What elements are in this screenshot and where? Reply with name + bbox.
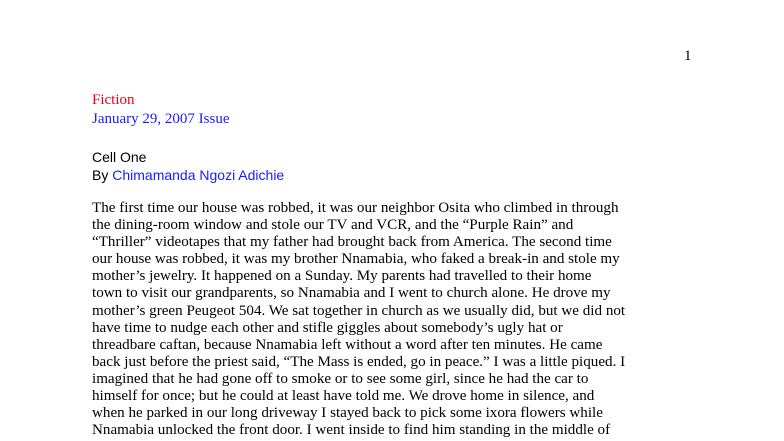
body-line: the dining-room window and stole our TV and VCR, and the “Purple Rain” and (92, 217, 574, 234)
body-line: The first time our house was robbed, it was our neighbor Osita who climbed in through (92, 200, 619, 216)
body-line: Nnamabia unlocked the front door. I went inside to find him standing in the middle of (92, 422, 611, 439)
body-line: back just before the priest said, “The Mass is ended, go in peace.” I was a little piqued. I (92, 353, 626, 370)
body-line: himself for once; but he could at least have told me. We drove home in silence, and (92, 388, 595, 405)
story-body (92, 200, 702, 439)
body-line: our house was robbed, it was my brother Nnamabia, who faked a break-in and stole my (92, 251, 620, 268)
issue-date: January 29, 2007 Issue (92, 111, 230, 127)
body-line: imagined that he had gone off to smoke or to see some girl, since he had the car to (92, 370, 589, 387)
body-line: threadbare caftan, because Nnamabia left without a word after ten minutes. He came (92, 336, 603, 353)
body-line: town to visit our grandparents, so Nnamabia and I went to church alone. He drove my (92, 285, 611, 302)
story-title: Cell One (92, 149, 147, 165)
body-line: “Thriller” videotapes that my father had brought back from America. The second time (92, 234, 612, 251)
body-line: mother’s green Peugeot 504. We sat together in church as we usually did, but we did not (92, 302, 626, 319)
body-line: have time to nudge each other and stifle giggles about somebody’s ugly hat or (92, 319, 563, 336)
section-label: Fiction (92, 92, 135, 108)
page-number: 1 (684, 48, 692, 64)
body-line: mother’s jewelry. It happened on a Sunday. My parents had travelled to their home (92, 268, 592, 285)
author-name: Chimamanda Ngozi Adichie (112, 167, 285, 183)
body-line: when he parked in our long driveway I stayed back to pick some ixora flowers while (92, 405, 603, 422)
byline-prefix: By (92, 167, 113, 183)
byline (92, 166, 284, 184)
